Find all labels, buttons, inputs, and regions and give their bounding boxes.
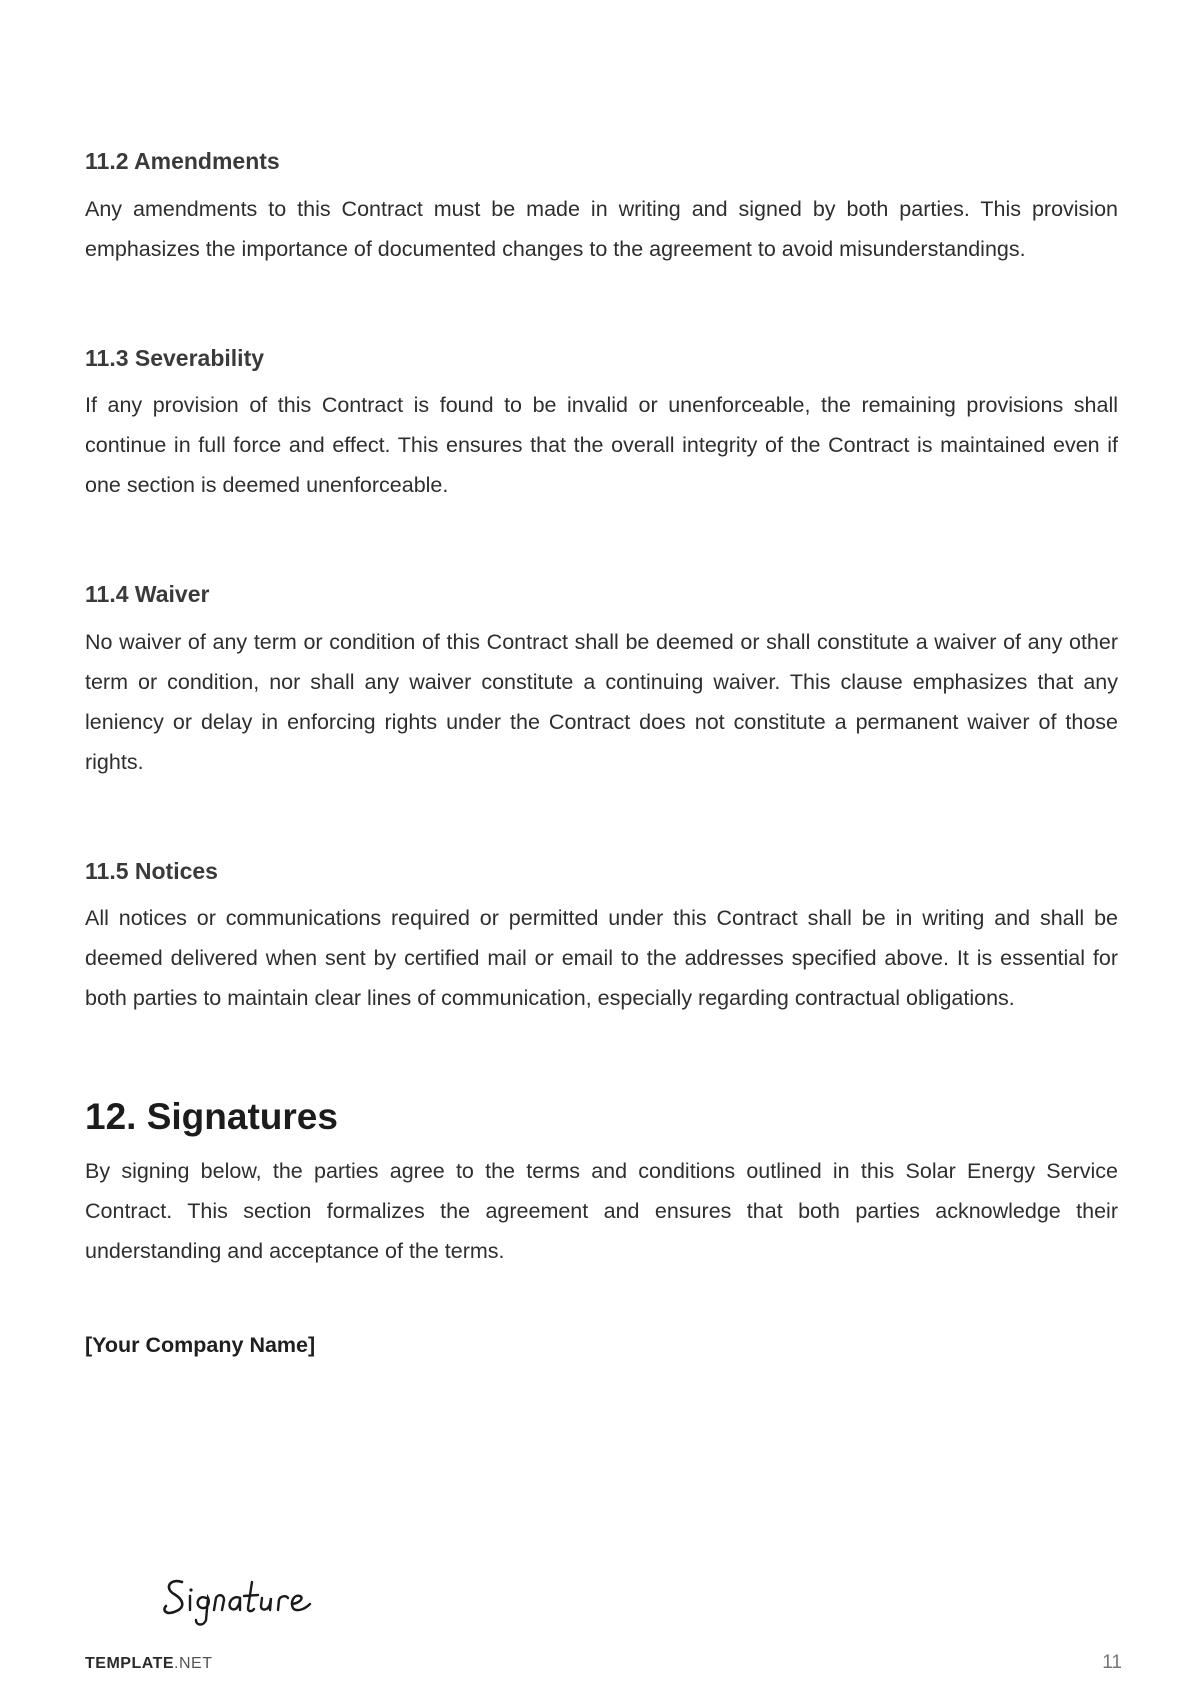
section-body: All notices or communications required or permitted under this Contract shall be in writing and shall be deemed delivered when sent by certified mail or email to the addresses specified above. It is essential for both parties to maintain clear lines of communication, especially regarding contractual obligations. (85, 906, 1118, 1011)
company-name-placeholder: [Your Company Name] (85, 1332, 316, 1357)
section-waiver (85, 581, 1118, 782)
section-title: 11.2 Amendments (85, 148, 280, 174)
section-severability (85, 345, 1118, 506)
brand-name: TEMPLATE (85, 1655, 175, 1672)
signatures-heading: 12. Signatures (85, 1096, 338, 1138)
section-signatures (85, 1096, 1118, 1358)
section-title: 11.3 Severability (85, 344, 265, 371)
spacer (85, 269, 1118, 345)
section-amendments (85, 148, 1118, 269)
section-body: If any provision of this Contract is found to be invalid or unenforceable, the remaining provisions shall continue in full force and effect. This ensures that the overall integrity of the Contract is maintained even if one section is deemed unenforceable. (85, 393, 1118, 498)
spacer (85, 1018, 1118, 1096)
spacer (85, 782, 1118, 858)
section-body: Any amendments to this Contract must be made in writing and signed by both parties. This provision emphasizes the importance of documented changes to the agreement to avoid misunderstandings. (85, 196, 1118, 261)
section-body: No waiver of any term or condition of this Contract shall be deemed or shall constitute a waiver of any other term or condition, nor shall any waiver constitute a continuing waiver. This clause emphasizes that any leniency or delay in enforcing rights under the Contract does not constitute a permanent waiver of those rights. (85, 629, 1118, 774)
section-notices (85, 858, 1118, 1019)
section-title: 11.4 Waiver (85, 581, 210, 608)
page-number: 11 (1102, 1652, 1122, 1673)
section-title: 11.5 Notices (85, 857, 218, 884)
brand-suffix: .NET (174, 1655, 213, 1672)
signatures-body: By signing below, the parties agree to the terms and conditions outlined in this Solar Energy Service Contract. This section formalizes the agreement and ensures that both parties acknowledge their understanding and acceptance of the terms. (85, 1158, 1118, 1263)
spacer (85, 505, 1118, 581)
signature-image (160, 1568, 330, 1628)
footer-brand-logo (85, 1655, 212, 1673)
